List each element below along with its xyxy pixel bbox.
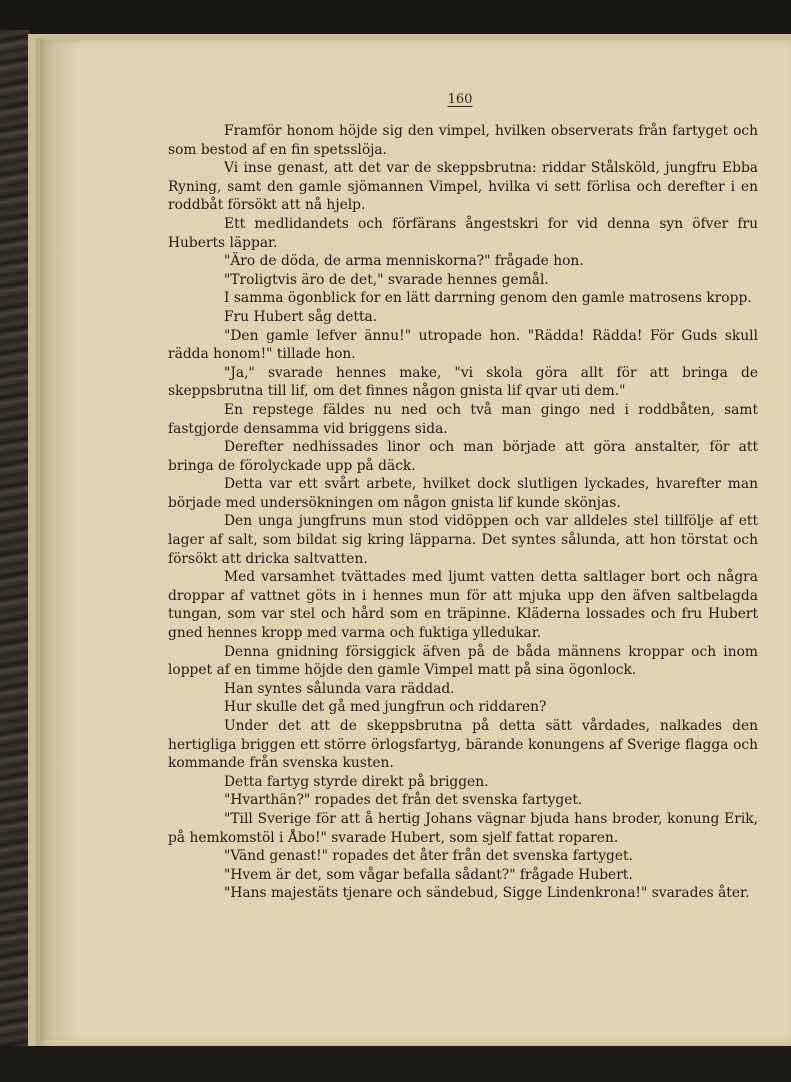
paragraph: Med varsamhet tvättades med ljumt vatten detta saltlager bort och några droppar af vattnet göts in i hennes mun för att mjuka upp den äfven saltbelagda tungan, som var stel och hård som en träpinne. Kläderna lossades och fru Hubert gned hennes kropp med varma och fuktiga ylledukar. xyxy=(168,569,758,642)
paragraph: Detta var ett svårt arbete, hvilket dock slutligen lyckades, hvarefter man började med undersökningen om någon gnista lif kunde skönjas. xyxy=(168,476,758,511)
paragraph: En repstege fäldes nu ned och två man gingo ned i roddbåten, samt fastgjorde densamma vid briggens sida. xyxy=(168,401,758,437)
paragraph: Fru Hubert såg detta. xyxy=(224,308,378,325)
scanner-bed xyxy=(0,1046,791,1082)
paragraph: "Hans majestäts tjenare och sändebud, Sigge Lindenkrona!" svarades åter. xyxy=(224,885,750,902)
paragraph: Ett medlidandets och förfärans ångestskri for vid denna syn öfver fru Huberts läppar. xyxy=(168,215,758,251)
page-number: 160 xyxy=(447,92,473,107)
paragraph: Derefter nedhissades linor och man började att göra anstalter, för att bringa de förolyckade upp på däck. xyxy=(168,439,758,474)
paragraph: Vi inse genast, att det var de skeppsbrutna: riddar Stålsköld, jungfru Ebba Ryning, samt den gamle sjömannen Vimpel, hvilka vi sett förlisa och derefter i en roddbåt försökt att nå hjelp. xyxy=(168,160,758,214)
paragraph: "Äro de döda, de arma menniskorna?" frågade hon. xyxy=(224,253,584,270)
paragraph: I samma ögonblick for en lätt darrning genom den gamle matrosens kropp. xyxy=(224,290,752,307)
paragraph: Han syntes sålunda vara räddad. xyxy=(224,680,455,697)
paragraph: Detta fartyg styrde direkt på briggen. xyxy=(224,773,489,790)
paragraph: Denna gnidning försiggick äfven på de båda männens kroppar och inom loppet af en timme höjde den gamle Vimpel matt på sina ögonlock. xyxy=(168,643,758,679)
paragraph: "Till Sverige för att å hertig Johans vägnar bjuda hans broder, konung Erik, på hemkomstöl i Åbo!" svarade Hubert, som sjelf fattat roparen. xyxy=(168,810,758,846)
book-binding xyxy=(0,30,30,1082)
page-gutter-shadow xyxy=(40,40,80,1040)
paragraph: Framför honom höjde sig den vimpel, hvilken observerats från fartyget och som bestod af en fin spetsslöja. xyxy=(168,123,758,158)
paragraph: "Hvem är det, som vågar befalla sådant?" frågade Hubert. xyxy=(224,866,633,883)
paragraph: Under det att de skeppsbrutna på detta sätt vårdades, nalkades den hertigliga briggen ett större örlogsfartyg, bärande konungens af Sverige flagga och kommande från svenska kusten. xyxy=(168,718,758,772)
paragraph: "Troligtvis äro de det," svarade hennes gemål. xyxy=(224,271,549,288)
paragraph: Hur skulle det gå med jungfrun och riddaren? xyxy=(224,699,547,716)
paragraph: "Den gamle lefver ännu!" utropade hon. "Rädda! Rädda! För Guds skull rädda honom!" tillade hon. xyxy=(168,327,758,363)
paragraph: Den unga jungfruns mun stod vidöppen och var alldeles stel tillfölje af ett lager af salt, som bildat sig kring läpparna. Det syntes sålunda, att hon törstat och försökt att dricka saltvatten. xyxy=(168,513,758,567)
body-text xyxy=(168,122,758,903)
paragraph: "Hvarthän?" ropades det från det svenska fartyget. xyxy=(224,792,583,809)
paragraph: "Vänd genast!" ropades det åter från det svenska fartyget. xyxy=(224,848,633,865)
paragraph: "Ja," svarade hennes make, "vi skola göra allt för att bringa de skeppsbrutna till lif, om det finnes någon gnista lif qvar uti dem." xyxy=(168,364,758,400)
